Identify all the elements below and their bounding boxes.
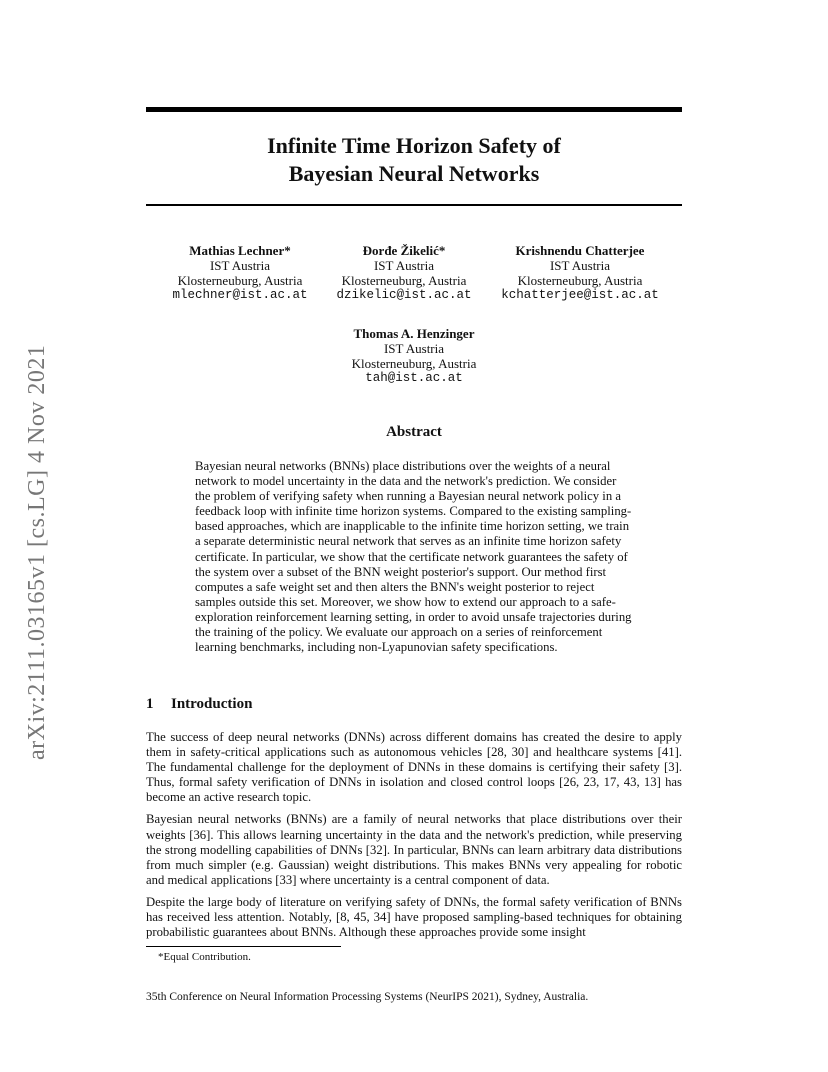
author-name: Thomas A. Henzinger <box>353 326 475 341</box>
title-bottom-rule <box>146 204 682 206</box>
abstract-text: Bayesian neural networks (BNNs) place distributions over the weights of a neural network to model uncertainty in the data and the network's prediction. We consider the problem of verifying safety when running a Bayesian neural network policy in a feedback loop with infinite time horizon systems. Compared to the existing sampling-based approaches, which are inapplicable to the infinite time horizon setting, we train a separate deterministic neural network that serves as an infinite time horizon safety certificate. In particular, we show that the certificate network guarantees the safety of the system over a subset of the BNN weight posterior's support. Our method first computes a safe weight set and then alters the BNN's weight posterior to reject samples outside this set. Moreover, we show how to extend our approach to a safe-exploration reinforcement learning setting, in order to avoid unsafe trajectories during the training of the policy. We evaluate our approach on a series of reinforcement learning benchmarks, including non-Lyapunovian safety specifications. <box>195 459 632 655</box>
arxiv-identifier: arXiv:2111.03165v1 [cs.LG] 4 Nov 2021 <box>24 344 50 760</box>
abstract-body <box>195 459 635 655</box>
author-location: Klosterneuburg, Austria <box>177 273 303 288</box>
author-email: mlechner@ist.ac.at <box>172 288 308 302</box>
arxiv-sidebar <box>18 290 58 760</box>
title-line-2: Bayesian Neural Networks <box>288 161 540 186</box>
title-top-rule <box>146 107 682 112</box>
author-affiliation: IST Austria <box>383 341 445 356</box>
footnote: *Equal Contribution. <box>158 951 251 963</box>
venue-line: 35th Conference on Neural Information Processing Systems (NeurIPS 2021), Sydney, Australia. <box>146 991 589 1003</box>
paragraph: The success of deep neural networks (DNNs) across different domains has created the desire to apply them in safety-critical applications such as autonomous vehicles [28, 30] and healthcare systems [41]. The fundamental challenge for the deployment of DNNs in these domains is certifying their safety [3]. Thus, formal safety verification of DNNs in isolation and closed control loops [26, 23, 17, 43, 13] has become an active research topic. <box>146 730 682 805</box>
author-name: Mathias Lechner* <box>189 243 291 258</box>
author-location: Klosterneuburg, Austria <box>351 356 477 371</box>
abstract-heading: Abstract <box>386 424 442 440</box>
author-affiliation: IST Austria <box>373 258 435 273</box>
section-title: Introduction <box>171 696 253 712</box>
author-location: Klosterneuburg, Austria <box>341 273 467 288</box>
author-affiliation: IST Austria <box>549 258 611 273</box>
section-number: 1 <box>146 696 154 712</box>
author-name: Đorđe Žikelić* <box>362 243 446 258</box>
paragraph: Bayesian neural networks (BNNs) are a family of neural networks that place distributions over their weights [36]. This allows learning uncertainty in the data and the network's prediction, while preserving the strong modelling capabilities of DNNs [32]. In particular, BNNs can learn arbitrary data distributions from much simpler (e.g. Gaussian) weight distributions. This makes BNNs very appealing for robotic and medical applications [33] where uncertainty is a central component of data. <box>146 812 682 887</box>
introduction-body <box>146 730 682 947</box>
author-email: tah@ist.ac.at <box>365 371 463 385</box>
paragraph: Despite the large body of literature on verifying safety of DNNs, the formal safety verification of BNNs has received less attention. Notably, [8, 45, 34] have proposed sampling-based techniques for obtaining probabilistic guarantees about BNNs. Although these approaches provide some insight <box>146 894 682 940</box>
footnote-rule <box>146 946 341 947</box>
title-line-1: Infinite Time Horizon Safety of <box>267 133 561 158</box>
author-email: kchatterjee@ist.ac.at <box>501 288 659 302</box>
author-email: dzikelic@ist.ac.at <box>336 288 472 302</box>
author-name: Krishnendu Chatterjee <box>515 243 645 258</box>
paper-title <box>146 132 682 188</box>
author-block-3 <box>480 243 680 303</box>
author-block-2 <box>304 243 504 303</box>
author-block-4 <box>314 326 514 386</box>
author-location: Klosterneuburg, Austria <box>517 273 643 288</box>
section-heading <box>146 696 252 713</box>
author-affiliation: IST Austria <box>209 258 271 273</box>
